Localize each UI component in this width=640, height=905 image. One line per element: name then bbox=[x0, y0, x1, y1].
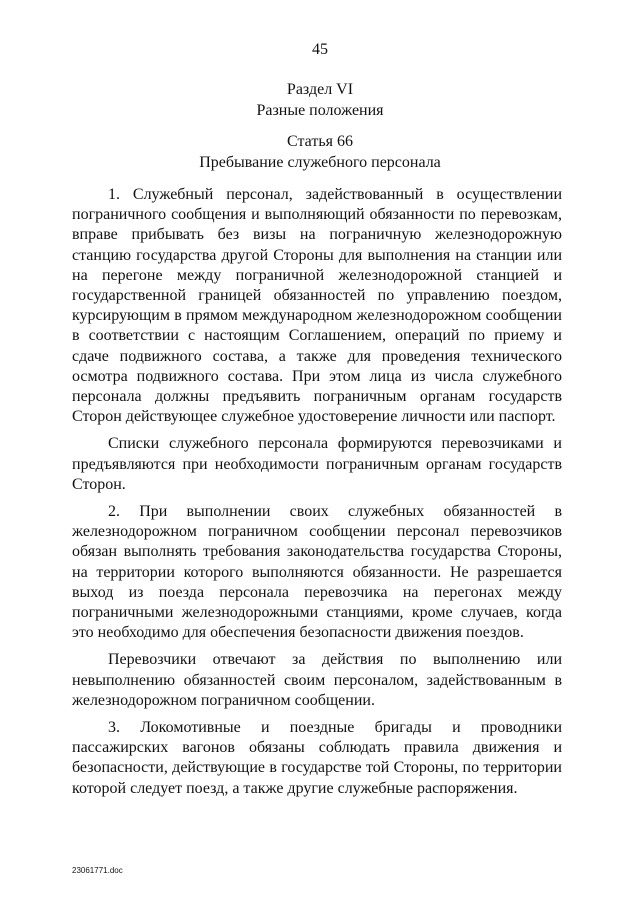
section-heading bbox=[0, 79, 640, 121]
article-heading bbox=[0, 131, 640, 173]
paragraph-3: 2. При выполнении своих служебных обязанностей в железнодорожном пограничном сообщении персонал перевозчиков обязан выполнять требования законодательства государства Стороны, на территории которого выполняются обязанности. Не разрешается выход из поезда персонала перевозчика на перегонах между пограничными железнодорожными станциями, кроме случаев, когда это необходимо для обеспечения безопасности движения поездов. bbox=[72, 503, 562, 642]
section-subtitle: Разные положения bbox=[256, 102, 384, 119]
article-title: Статья 66 bbox=[287, 133, 353, 150]
page-number: 45 bbox=[312, 41, 328, 58]
paragraph-1: 1. Служебный персонал, задействованный в осуществлении пограничного сообщения и выполняющий обязанности по перевозкам, вправе прибывать без визы на пограничную железнодорожную станцию государства другой Стороны для выполнения на станции или на перегоне между пограничной железнодорожной станцией и государственной границей обязанностей по управлению поездом, курсирующим в прямом международном железнодорожном сообщении в соответствии с настоящим Соглашением, операций по приему и сдаче подвижного состава, а также для проведения технического осмотра подвижного состава. При этом лица из числа служебного персонала должны предъявить пограничным органам государств Сторон действующее служебное удостоверение личности или паспорт. bbox=[72, 186, 562, 426]
article-subtitle: Пребывание служебного персонала bbox=[199, 154, 441, 171]
article-body bbox=[72, 185, 562, 806]
paragraph-4: Перевозчики отвечают за действия по выполнению или невыполнению обязанностей своим персоналом, задействованным в железнодорожном пограничном сообщении. bbox=[72, 651, 562, 709]
footer-filename: 23061771.doc bbox=[72, 866, 123, 875]
paragraph-5: 3. Локомотивные и поездные бригады и проводники пассажирских вагонов обязаны соблюдать правила движения и безопасности, действующие в государстве той Стороны, по территории которой следует поезд, а также другие служебные распоряжения. bbox=[72, 719, 562, 797]
paragraph-2: Списки служебного персонала формируются перевозчиками и предъявляются при необходимости пограничным органам государств Сторон. bbox=[72, 435, 562, 493]
section-title: Раздел VI bbox=[286, 81, 354, 98]
